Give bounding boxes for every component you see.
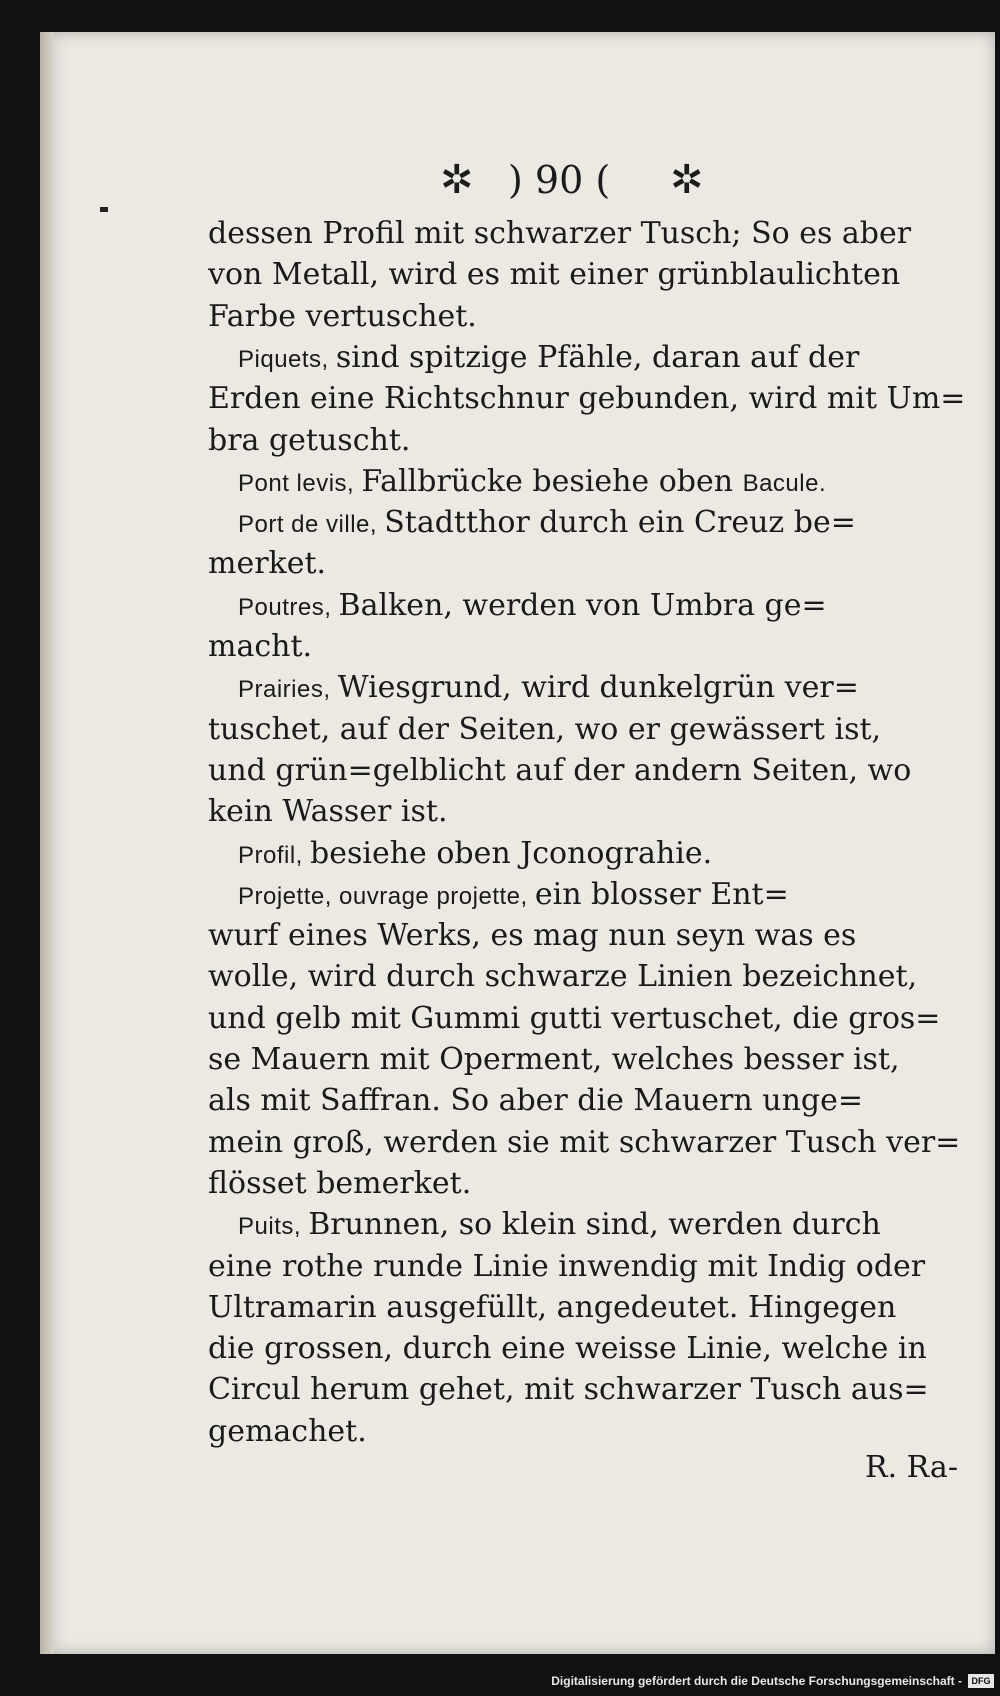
text-line bbox=[208, 257, 900, 293]
line-text: die grossen, durch eine weisse Linie, welche in bbox=[208, 1331, 927, 1367]
latin-term: Pont levis, bbox=[238, 469, 362, 497]
credit-text: Digitalisierung gefördert durch die Deutsche Forschungsgemeinschaft - bbox=[551, 1674, 962, 1688]
line-text: eine rothe runde Linie inwendig mit Indig oder bbox=[208, 1248, 926, 1284]
latin-term: Puits, bbox=[238, 1213, 309, 1241]
line-text: Ultramarin ausgefüllt, angedeutet. Hingegen bbox=[208, 1289, 897, 1325]
line-text: Circul herum gehet, mit schwarzer Tusch aus= bbox=[208, 1372, 929, 1408]
line-text: Brunnen, so klein sind, werden durch bbox=[308, 1207, 881, 1243]
text-body bbox=[40, 32, 995, 1654]
line-text: und grün=gelblicht auf der andern Seiten, wo bbox=[208, 752, 912, 788]
line-text: Wiesgrund, wird dunkelgrün ver= bbox=[337, 670, 859, 706]
text-line bbox=[208, 1414, 367, 1450]
text-line bbox=[238, 505, 856, 543]
text-line bbox=[208, 1042, 900, 1078]
line-text: wolle, wird durch schwarze Linien bezeichnet, bbox=[208, 959, 918, 995]
text-line bbox=[208, 1249, 925, 1285]
star-ornament-left-icon: ✲ bbox=[440, 157, 474, 203]
line-text: tuschet, auf der Seiten, wo er gewässert ist, bbox=[208, 711, 882, 747]
star-ornament-right-icon: ✲ bbox=[670, 157, 704, 203]
text-line bbox=[238, 588, 827, 626]
latin-term: Projette, ouvrage projette, bbox=[238, 882, 535, 910]
line-text: als mit Saffran. So aber die Mauern unge= bbox=[208, 1083, 863, 1119]
line-text: von Metall, wird es mit einer grünblaulichten bbox=[208, 257, 901, 293]
latin-term: Profil, bbox=[238, 841, 311, 869]
text-line bbox=[208, 1372, 929, 1408]
page-edge bbox=[40, 32, 54, 1654]
page-number: ) 90 ( bbox=[508, 158, 611, 202]
dfg-logo-icon: DFG bbox=[968, 1674, 994, 1688]
line-text: Erden eine Richtschnur gebunden, wird mit Um= bbox=[208, 381, 966, 417]
text-line bbox=[238, 877, 789, 915]
latin-term: Prairies, bbox=[238, 676, 338, 704]
line-text: Farbe vertuschet. bbox=[208, 298, 477, 334]
text-line bbox=[208, 712, 881, 748]
line-text: Stadtthor durch ein Creuz be= bbox=[384, 505, 856, 541]
latin-term: Port de ville, bbox=[238, 511, 385, 539]
line-text: wurf eines Werks, es mag nun seyn was es bbox=[208, 918, 857, 954]
text-line bbox=[208, 1166, 471, 1202]
text-line bbox=[238, 670, 859, 708]
line-text: merket. bbox=[208, 546, 327, 582]
line-text: bra getuscht. bbox=[208, 422, 411, 458]
text-line bbox=[208, 381, 965, 417]
text-line bbox=[208, 794, 448, 830]
text-line bbox=[238, 340, 859, 378]
text-line bbox=[238, 464, 826, 502]
latin-term: Piquets, bbox=[238, 345, 336, 373]
digitization-credit bbox=[551, 1668, 994, 1694]
line-text: sind spitzige Pfähle, daran auf der bbox=[335, 339, 860, 375]
book-page bbox=[40, 32, 995, 1654]
line-text: gemachet. bbox=[208, 1413, 367, 1449]
line-text: Balken, werden von Umbra ge= bbox=[338, 587, 827, 623]
text-line bbox=[208, 216, 911, 252]
line-text: se Mauern mit Operment, welches besser ist, bbox=[208, 1042, 900, 1077]
line-text: Fallbrücke besiehe oben bbox=[361, 463, 743, 499]
text-line bbox=[238, 836, 712, 874]
line-text: mein groß, werden sie mit schwarzer Tusch ver= bbox=[208, 1124, 961, 1160]
text-line bbox=[208, 959, 917, 995]
text-line bbox=[208, 546, 326, 582]
text-line bbox=[208, 753, 911, 789]
line-text: flösset bemerket. bbox=[208, 1165, 472, 1201]
catchword: R. Ra- bbox=[865, 1450, 958, 1485]
line-text: kein Wasser ist. bbox=[208, 794, 448, 830]
line-text: ein blosser Ent= bbox=[534, 876, 789, 912]
line-text: macht. bbox=[208, 629, 313, 664]
text-line bbox=[208, 299, 477, 335]
text-line bbox=[208, 1001, 940, 1037]
text-line bbox=[208, 1083, 863, 1119]
line-text: besiehe oben Jconograhie. bbox=[310, 835, 713, 871]
line-text: und gelb mit Gummi gutti vertuschet, die gros= bbox=[208, 1000, 941, 1036]
text-line bbox=[238, 1207, 881, 1245]
latin-term: Bacule. bbox=[742, 469, 827, 497]
text-line bbox=[208, 918, 856, 954]
text-line bbox=[208, 1125, 960, 1161]
latin-term: Poutres, bbox=[238, 593, 339, 621]
text-line bbox=[208, 1290, 896, 1326]
text-line bbox=[208, 1331, 927, 1367]
text-line bbox=[208, 629, 312, 665]
text-line bbox=[208, 423, 410, 459]
line-text: dessen Profil mit schwarzer Tusch; So es aber bbox=[208, 216, 912, 251]
